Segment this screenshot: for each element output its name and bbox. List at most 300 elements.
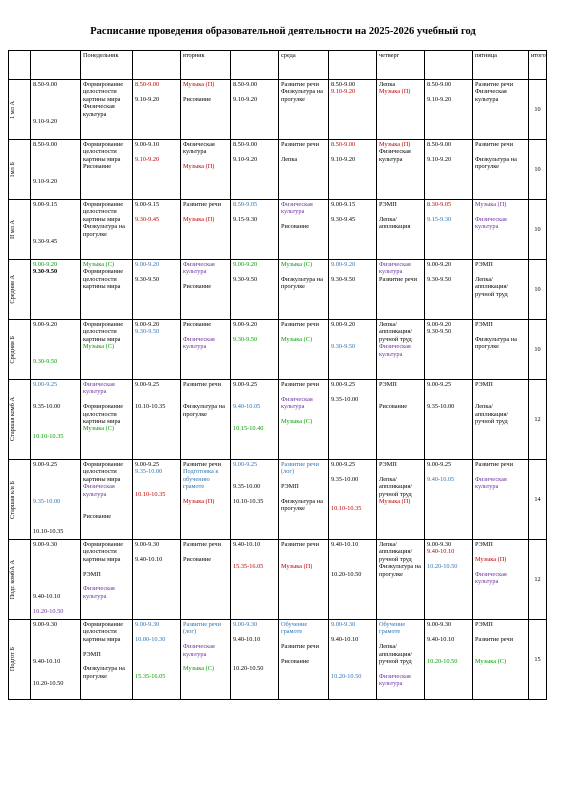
time-cell	[133, 540, 181, 620]
time-text	[33, 343, 78, 350]
activity-text	[475, 208, 526, 215]
total-cell: 10	[529, 80, 547, 140]
time-text	[427, 268, 470, 275]
activity-cell	[279, 320, 329, 380]
time-text	[331, 491, 374, 498]
activity-text	[183, 276, 228, 283]
time-text	[331, 563, 374, 570]
time-text: 8.30-9.05	[427, 201, 452, 208]
activity-text: Физкультура на прогулке	[83, 665, 125, 680]
time-text: 8.50-9.00	[33, 141, 58, 148]
activity-cell	[377, 260, 425, 320]
activity-text: Физическая культура	[379, 261, 411, 276]
activity-text: Развитие речи	[183, 381, 221, 388]
time-text: 9.30-9.50	[33, 358, 58, 366]
activity-text: Музыка (П)	[183, 163, 215, 171]
time-text: 10.10-10.35	[331, 505, 362, 513]
time-cell	[31, 620, 81, 700]
time-text	[331, 665, 374, 672]
total-cell: 10	[529, 200, 547, 260]
time-text	[233, 643, 276, 650]
time-text: 10.20-10.50	[427, 563, 458, 571]
activity-text	[83, 563, 130, 570]
time-text: 9.00-9.10	[135, 141, 160, 148]
activity-cell	[181, 320, 231, 380]
activity-text: Развитие речи	[281, 141, 319, 148]
time-text	[233, 208, 276, 215]
time-text	[33, 411, 78, 418]
time-text	[331, 548, 374, 555]
time-text	[33, 96, 78, 103]
activity-cell	[473, 320, 529, 380]
activity-text: Развитие речи (лог)	[281, 461, 319, 476]
time-text: 9.10-9.20	[233, 155, 258, 163]
time-text	[427, 148, 470, 155]
activity-text: РЭМП	[475, 261, 493, 268]
activity-text	[379, 388, 422, 395]
time-text: 10.00-10.30	[135, 635, 166, 643]
time-text	[33, 396, 78, 403]
time-text: 8.50-9.00	[233, 141, 258, 148]
time-text: 9.00-9.30	[427, 541, 452, 548]
time-text: 9.00-9.30	[233, 621, 258, 628]
time-cell	[329, 380, 377, 460]
time-text	[233, 491, 276, 498]
time-text	[135, 548, 178, 555]
activity-text: Физическая культура	[281, 201, 313, 216]
activity-text: РЭМП	[475, 621, 493, 628]
activity-text: Рисование	[281, 223, 310, 231]
activity-text	[183, 328, 228, 335]
time-text: 9.40-10.10	[331, 541, 359, 548]
activity-text	[475, 468, 526, 475]
group-label: Средняя Б	[9, 335, 16, 364]
activity-cell	[279, 540, 329, 620]
total-cell: 15	[529, 620, 547, 700]
time-text	[33, 231, 78, 238]
time-cell	[31, 540, 81, 620]
time-text	[135, 388, 178, 395]
time-text	[427, 208, 470, 215]
activity-cell	[181, 380, 231, 460]
activity-text	[379, 665, 422, 672]
activity-text: Развитие речи	[475, 635, 513, 643]
time-text: 9.30-9.50	[427, 275, 452, 283]
time-cell	[133, 260, 181, 320]
activity-text	[475, 268, 526, 275]
activity-text: Развитие речи	[281, 321, 319, 328]
time-cell	[231, 460, 279, 540]
header-monday: Понедельник	[81, 51, 133, 80]
time-text	[135, 658, 178, 665]
group-cell	[9, 260, 31, 320]
activity-cell	[279, 140, 329, 200]
activity-text	[183, 388, 228, 395]
time-text: 9.10-9.20	[233, 95, 258, 103]
time-text: 8.50-9.00	[331, 141, 356, 148]
time-text: 9.00-9.25	[331, 381, 356, 388]
time-text	[427, 651, 470, 658]
time-text: 9.00-9.20	[427, 321, 452, 328]
activity-text	[281, 216, 326, 223]
schedule-body	[9, 80, 547, 700]
time-text	[33, 628, 78, 635]
activity-cell	[473, 540, 529, 620]
time-text: 9.00-9.30	[331, 621, 356, 628]
time-text	[233, 148, 276, 155]
activity-text	[475, 388, 526, 395]
activity-text: Физическая культура	[183, 643, 215, 658]
time-text: 10.15-10.40	[233, 425, 264, 433]
header-tuesday: вторник	[181, 51, 231, 80]
time-text: 9.40-10.10	[33, 658, 61, 666]
time-text: 9.30-9.50	[135, 328, 160, 336]
table-row	[9, 380, 547, 460]
time-text: 10.10-10.35	[33, 432, 64, 440]
header-row	[9, 51, 547, 80]
time-text: 9.10-9.20	[331, 88, 356, 96]
activity-text: Развитие речи	[475, 81, 513, 88]
activity-text	[281, 268, 326, 275]
time-cell	[133, 140, 181, 200]
group-cell	[9, 380, 31, 460]
time-text: 9.35-10.00	[427, 403, 455, 411]
activity-cell	[377, 540, 425, 620]
time-text	[233, 328, 276, 335]
group-cell	[9, 540, 31, 620]
activity-text: Формирование целостности картины мира	[83, 321, 124, 343]
activity-text	[281, 388, 326, 395]
time-text: 9.00-9.20	[33, 321, 58, 328]
time-text: 9.00-9.25	[233, 381, 258, 388]
activity-text: Физическая культура	[183, 261, 215, 276]
activity-text: Рисование	[183, 283, 212, 291]
header-friday: пятница	[473, 51, 529, 80]
total-cell: 12	[529, 540, 547, 620]
time-text	[233, 628, 276, 635]
time-text: 9.15-9.30	[233, 215, 258, 223]
activity-text	[379, 636, 422, 643]
time-text	[233, 548, 276, 555]
time-text: 9.00-9.25	[33, 381, 58, 388]
time-text: 9.00-9.20	[33, 261, 58, 268]
time-cell	[425, 540, 473, 620]
time-text: 10.10-10.35	[233, 498, 264, 506]
activity-text: Физическая культура	[379, 148, 411, 163]
activity-text: Рисование	[83, 512, 112, 520]
time-text: 9.40-10.10	[233, 635, 261, 643]
activity-text: Формирование целостности картины мира	[83, 201, 124, 223]
activity-text: Развитие речи	[281, 643, 319, 651]
time-text: 9.00-9.15	[135, 201, 160, 208]
time-text: 9.10-9.20	[33, 118, 58, 126]
activity-text: Физическая культура	[183, 335, 215, 351]
time-text	[427, 388, 470, 395]
total-cell: 12	[529, 380, 547, 460]
header-blank	[425, 51, 473, 80]
page-title: Расписание проведения образовательной деятельности на 2025-2026 учебный год	[90, 26, 476, 37]
group-label: II мл А	[9, 219, 16, 240]
activity-text	[475, 643, 526, 650]
table-row	[9, 260, 547, 320]
activity-text: Формирование целостности картины мира	[83, 141, 124, 163]
activity-cell	[473, 140, 529, 200]
activity-text	[183, 658, 228, 665]
table-row	[9, 460, 547, 540]
group-label: Средняя А	[9, 275, 16, 304]
activity-text: Формирование целостности картины мира	[83, 621, 124, 643]
activity-text: Физическая культура	[83, 483, 115, 498]
time-cell	[231, 80, 279, 140]
activity-text	[475, 628, 526, 635]
activity-text: Лепка/ аппликация/ ручной труд	[475, 403, 509, 426]
activity-text: Музыка (С)	[281, 261, 313, 268]
time-cell	[425, 320, 473, 380]
activity-text: Формирование целостности картины мира	[83, 461, 124, 483]
table-row	[9, 200, 547, 260]
activity-cell	[279, 460, 329, 540]
time-text: 15.35-16.05	[233, 563, 264, 571]
activity-text	[281, 491, 326, 498]
time-text: 9.30-9.50	[331, 343, 356, 351]
time-cell	[231, 320, 279, 380]
activity-text	[475, 396, 526, 403]
time-text: 9.40-10.10	[135, 555, 163, 563]
activity-text: РЭМП	[475, 381, 493, 388]
time-text: 9.35-10.00	[33, 498, 61, 506]
activity-text: Лепка/ аппликация/ручной труд	[379, 541, 413, 563]
activity-text: Музыка (П)	[183, 81, 215, 88]
time-cell	[425, 80, 473, 140]
activity-cell	[81, 260, 133, 320]
time-text: 9.00-9.15	[331, 201, 356, 208]
time-text: 9.40-10.05	[233, 403, 261, 411]
time-cell	[425, 260, 473, 320]
activity-text: Формирование целостности картины мира	[83, 268, 124, 291]
time-cell	[231, 380, 279, 460]
time-text	[33, 548, 78, 555]
time-text	[233, 476, 276, 483]
time-text: 9.35-10.00	[331, 475, 359, 483]
time-text	[331, 658, 374, 665]
time-text	[33, 148, 78, 155]
activity-text: РЭМП	[281, 483, 299, 491]
time-cell	[133, 460, 181, 540]
activity-text: Музыка (П)	[183, 498, 215, 506]
time-text	[33, 585, 78, 592]
header-group	[9, 51, 31, 80]
activity-text: Музыка (П)	[379, 141, 411, 148]
time-text: 9.30-9.50	[233, 275, 258, 283]
activity-cell	[473, 460, 529, 540]
activity-cell	[279, 620, 329, 700]
activity-text: Музыка (С)	[83, 261, 115, 268]
group-cell	[9, 320, 31, 380]
time-text: 9.00-9.20	[427, 261, 452, 268]
time-text	[233, 388, 276, 395]
time-cell	[133, 320, 181, 380]
time-text	[33, 418, 78, 425]
time-text	[135, 268, 178, 275]
total-cell: 10	[529, 320, 547, 380]
time-text: 8.50-9.00	[233, 81, 258, 88]
activity-text	[83, 578, 130, 585]
activity-text: Развитие речи	[281, 541, 319, 548]
schedule-table	[8, 50, 547, 700]
time-text	[331, 148, 374, 155]
activity-text: Музыка (П)	[281, 563, 313, 571]
activity-text: Физическая культура	[475, 88, 507, 103]
time-text: 8.50-9.00	[427, 81, 452, 88]
time-cell	[329, 320, 377, 380]
time-text: 10.10-10.35	[33, 527, 64, 535]
time-text: 9.00-9.30	[135, 541, 160, 548]
activity-text: Музыка (П)	[475, 555, 507, 563]
activity-text: Развитие речи	[475, 461, 513, 468]
time-cell	[31, 380, 81, 460]
time-cell	[231, 260, 279, 320]
time-text	[33, 651, 78, 658]
time-cell	[425, 200, 473, 260]
activity-text: Развитие речи	[475, 141, 513, 148]
time-text	[135, 476, 178, 483]
time-cell	[133, 200, 181, 260]
activity-cell	[279, 260, 329, 320]
activity-cell	[279, 80, 329, 140]
activity-text: Развитие речи	[183, 201, 221, 208]
activity-text: Физическая культура	[475, 215, 507, 231]
activity-text	[281, 548, 326, 555]
total-cell: 14	[529, 460, 547, 540]
activity-text: РЭМП	[83, 650, 101, 658]
time-text	[427, 88, 470, 95]
activity-text: РЭМП	[379, 461, 397, 468]
time-text	[33, 600, 78, 607]
header-blank	[329, 51, 377, 80]
activity-text	[83, 396, 130, 403]
time-text	[233, 468, 276, 475]
time-text: 9.00-9.30	[33, 541, 58, 548]
time-text	[331, 643, 374, 650]
time-text: 8.50-9.00	[331, 81, 356, 88]
time-text: 10.10-10.35	[135, 403, 166, 411]
activity-text: Физкультура на прогулке	[379, 563, 421, 578]
time-cell	[231, 140, 279, 200]
activity-cell	[279, 380, 329, 460]
time-cell	[133, 380, 181, 460]
time-text: 9.15-9.30	[427, 215, 452, 223]
activity-text: Рисование	[183, 321, 212, 328]
time-text	[331, 208, 374, 215]
header-thursday: четверг	[377, 51, 425, 80]
activity-text: Развитие речи	[379, 275, 417, 283]
time-text: 9.40-10.10	[427, 635, 455, 643]
activity-text: Обучение грамоте	[379, 621, 406, 636]
time-text	[33, 505, 78, 512]
table-row	[9, 80, 547, 140]
table-row	[9, 140, 547, 200]
time-cell	[425, 620, 473, 700]
time-text	[233, 88, 276, 95]
time-text	[33, 665, 78, 672]
time-text	[33, 513, 78, 520]
activity-text: Физкультура на прогулке	[83, 223, 125, 238]
activity-text: Лепка/ аппликация/ручной труд	[379, 643, 413, 666]
activity-text: Лепка/ аппликация	[379, 215, 411, 231]
header-blank	[231, 51, 279, 80]
time-text	[33, 171, 78, 178]
time-cell	[31, 320, 81, 380]
time-cell	[425, 460, 473, 540]
time-cell	[329, 460, 377, 540]
time-text: 9.30-9.45	[33, 238, 58, 246]
time-text: 9.10-9.20	[135, 95, 160, 103]
time-text: 9.30-9.45	[331, 215, 356, 223]
activity-cell	[81, 80, 133, 140]
time-text: 8.50-9.00	[427, 141, 452, 148]
activity-text: Физкультура на прогулке	[281, 88, 323, 103]
time-text	[33, 328, 78, 335]
group-label: Подгот Б	[9, 647, 16, 672]
activity-text: Рисование	[379, 403, 408, 411]
time-text	[331, 336, 374, 343]
time-text	[33, 468, 78, 475]
time-text	[33, 425, 78, 432]
time-text	[233, 396, 276, 403]
header-blank	[31, 51, 81, 80]
time-text	[427, 556, 470, 563]
time-text: 9.30-9.50	[331, 275, 356, 283]
time-text: 9.00-9.15	[33, 201, 58, 208]
activity-text: РЭМП	[379, 381, 397, 388]
activity-text	[83, 505, 130, 512]
activity-text	[183, 396, 228, 403]
time-text	[331, 328, 374, 335]
time-text	[427, 396, 470, 403]
total-cell: 10	[529, 140, 547, 200]
time-text	[331, 268, 374, 275]
group-label: 1 мл А	[9, 100, 16, 119]
table-row	[9, 620, 547, 700]
activity-text	[83, 658, 130, 665]
time-text: 9.10-9.20	[331, 155, 356, 163]
activity-text	[379, 396, 422, 403]
time-cell	[231, 200, 279, 260]
group-label: Старшая к/в Б	[9, 480, 16, 519]
activity-cell	[377, 80, 425, 140]
activity-text: Физическая культура	[83, 103, 115, 118]
activity-cell	[81, 320, 133, 380]
time-text	[33, 163, 78, 170]
time-cell	[133, 80, 181, 140]
activity-text: Физкультура на прогулке	[281, 275, 323, 291]
activity-text: Музыка (С)	[83, 343, 115, 351]
time-text	[331, 498, 374, 505]
activity-text: Развитие речи (лог)	[183, 621, 221, 636]
activity-text: Рисование	[183, 555, 212, 563]
time-text: 9.00-9.20	[233, 261, 258, 268]
activity-cell	[473, 80, 529, 140]
time-text: 10.20-10.50	[427, 658, 458, 666]
time-text: 10.20-10.50	[33, 607, 64, 615]
time-text	[233, 556, 276, 563]
time-text	[33, 556, 78, 563]
time-text: 9.30-9.45	[135, 215, 160, 223]
activity-text	[183, 548, 228, 555]
time-text: 9.10-9.20	[427, 95, 452, 103]
time-cell	[31, 140, 81, 200]
activity-text	[281, 556, 326, 563]
